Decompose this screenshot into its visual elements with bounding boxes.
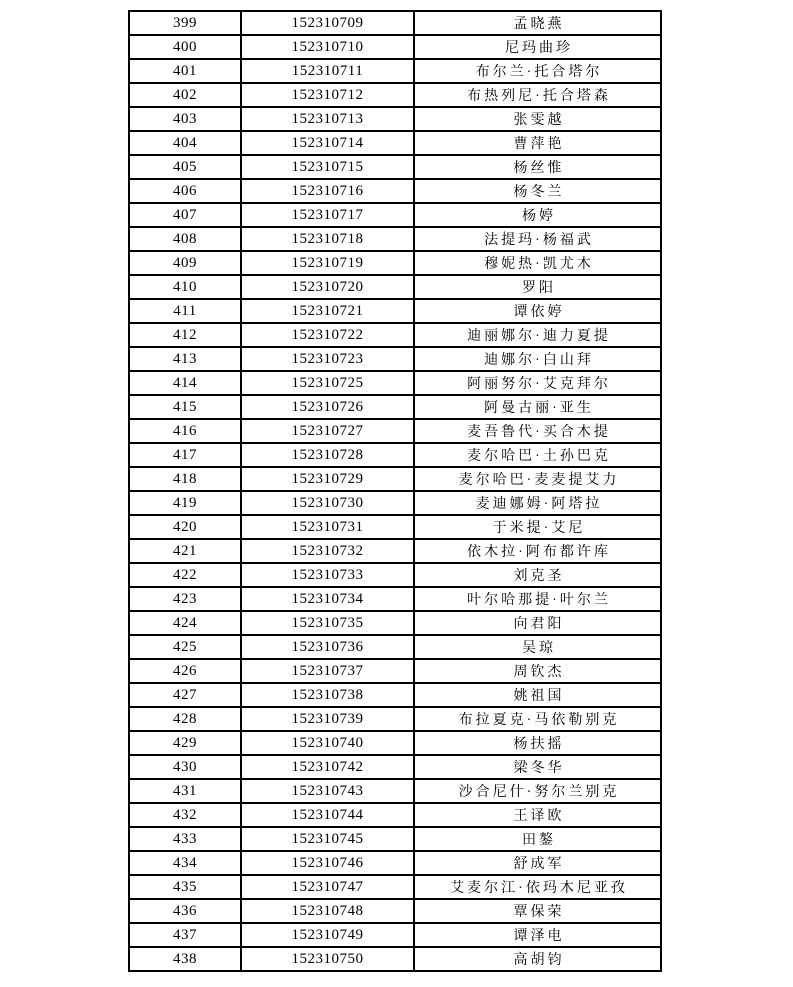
row-number-cell: 428: [129, 707, 241, 731]
student-id-cell: 152310745: [241, 827, 414, 851]
student-id-cell: 152310714: [241, 131, 414, 155]
table-row: [129, 83, 661, 107]
table-row: [129, 179, 661, 203]
student-name-cell: 姚祖国: [414, 683, 661, 707]
row-number-cell: 402: [129, 83, 241, 107]
table-row: [129, 539, 661, 563]
student-name-cell: 谭泽电: [414, 923, 661, 947]
student-name-cell: 杨扶摇: [414, 731, 661, 755]
student-name-cell: 叶尔哈那提·叶尔兰: [414, 587, 661, 611]
student-name-cell: 舒成军: [414, 851, 661, 875]
student-id-cell: 152310743: [241, 779, 414, 803]
table-row: [129, 131, 661, 155]
student-id-cell: 152310716: [241, 179, 414, 203]
table-row: [129, 611, 661, 635]
student-name-cell: 杨冬兰: [414, 179, 661, 203]
row-number-cell: 427: [129, 683, 241, 707]
student-id-cell: 152310736: [241, 635, 414, 659]
student-name-cell: 杨丝惟: [414, 155, 661, 179]
row-number-cell: 400: [129, 35, 241, 59]
row-number-cell: 425: [129, 635, 241, 659]
table-row: [129, 443, 661, 467]
student-name-cell: 张雯越: [414, 107, 661, 131]
row-number-cell: 419: [129, 491, 241, 515]
table-row: [129, 419, 661, 443]
student-list-table: [128, 10, 662, 972]
student-id-cell: 152310734: [241, 587, 414, 611]
row-number-cell: 399: [129, 11, 241, 35]
row-number-cell: 408: [129, 227, 241, 251]
row-number-cell: 426: [129, 659, 241, 683]
student-name-cell: 曹萍艳: [414, 131, 661, 155]
student-id-cell: 152310712: [241, 83, 414, 107]
table-row: [129, 563, 661, 587]
student-id-cell: 152310731: [241, 515, 414, 539]
student-name-cell: 高胡钧: [414, 947, 661, 971]
row-number-cell: 412: [129, 323, 241, 347]
student-id-cell: 152310747: [241, 875, 414, 899]
table-row: [129, 251, 661, 275]
row-number-cell: 420: [129, 515, 241, 539]
student-id-cell: 152310725: [241, 371, 414, 395]
student-id-cell: 152310713: [241, 107, 414, 131]
student-name-cell: 迪娜尔·白山拜: [414, 347, 661, 371]
table-row: [129, 395, 661, 419]
row-number-cell: 421: [129, 539, 241, 563]
student-id-cell: 152310717: [241, 203, 414, 227]
row-number-cell: 410: [129, 275, 241, 299]
row-number-cell: 435: [129, 875, 241, 899]
row-number-cell: 411: [129, 299, 241, 323]
table-row: [129, 275, 661, 299]
row-number-cell: 429: [129, 731, 241, 755]
row-number-cell: 407: [129, 203, 241, 227]
student-name-cell: 麦迪娜姆·阿塔拉: [414, 491, 661, 515]
student-id-cell: 152310750: [241, 947, 414, 971]
table-row: [129, 755, 661, 779]
student-id-cell: 152310727: [241, 419, 414, 443]
student-id-cell: 152310719: [241, 251, 414, 275]
student-name-cell: 阿曼古丽·亚生: [414, 395, 661, 419]
student-id-cell: 152310728: [241, 443, 414, 467]
student-name-cell: 罗阳: [414, 275, 661, 299]
table-row: [129, 515, 661, 539]
row-number-cell: 415: [129, 395, 241, 419]
student-id-cell: 152310732: [241, 539, 414, 563]
row-number-cell: 406: [129, 179, 241, 203]
table-row: [129, 851, 661, 875]
student-id-cell: 152310733: [241, 563, 414, 587]
student-id-cell: 152310735: [241, 611, 414, 635]
student-id-cell: 152310715: [241, 155, 414, 179]
row-number-cell: 423: [129, 587, 241, 611]
table-row: [129, 467, 661, 491]
student-id-cell: 152310730: [241, 491, 414, 515]
student-id-cell: 152310721: [241, 299, 414, 323]
student-id-cell: 152310739: [241, 707, 414, 731]
table-row: [129, 371, 661, 395]
student-name-cell: 谭依婷: [414, 299, 661, 323]
row-number-cell: 432: [129, 803, 241, 827]
student-id-cell: 152310718: [241, 227, 414, 251]
table-row: [129, 779, 661, 803]
row-number-cell: 437: [129, 923, 241, 947]
student-name-cell: 依木拉·阿布都许库: [414, 539, 661, 563]
row-number-cell: 413: [129, 347, 241, 371]
student-name-cell: 于米提·艾尼: [414, 515, 661, 539]
table-row: [129, 899, 661, 923]
student-name-cell: 布热列尼·托合塔森: [414, 83, 661, 107]
student-id-cell: 152310709: [241, 11, 414, 35]
row-number-cell: 416: [129, 419, 241, 443]
student-name-cell: 王译欧: [414, 803, 661, 827]
row-number-cell: 422: [129, 563, 241, 587]
table-row: [129, 683, 661, 707]
row-number-cell: 430: [129, 755, 241, 779]
table-row: [129, 155, 661, 179]
student-name-cell: 布尔兰·托合塔尔: [414, 59, 661, 83]
student-name-cell: 法提玛·杨福武: [414, 227, 661, 251]
table-row: [129, 923, 661, 947]
table-row: [129, 107, 661, 131]
table-row: [129, 299, 661, 323]
row-number-cell: 417: [129, 443, 241, 467]
student-id-cell: 152310740: [241, 731, 414, 755]
student-name-cell: 尼玛曲珍: [414, 35, 661, 59]
student-id-cell: 152310742: [241, 755, 414, 779]
table-row: [129, 203, 661, 227]
row-number-cell: 414: [129, 371, 241, 395]
row-number-cell: 433: [129, 827, 241, 851]
student-id-cell: 152310748: [241, 899, 414, 923]
student-id-cell: 152310726: [241, 395, 414, 419]
student-list-body: [129, 11, 661, 971]
table-row: [129, 323, 661, 347]
table-row: [129, 491, 661, 515]
row-number-cell: 405: [129, 155, 241, 179]
student-id-cell: 152310720: [241, 275, 414, 299]
table-row: [129, 875, 661, 899]
student-name-cell: 周钦杰: [414, 659, 661, 683]
table-row: [129, 59, 661, 83]
table-row: [129, 11, 661, 35]
table-row: [129, 803, 661, 827]
student-name-cell: 阿丽努尔·艾克拜尔: [414, 371, 661, 395]
student-name-cell: 布拉夏克·马依勒别克: [414, 707, 661, 731]
table-row: [129, 35, 661, 59]
row-number-cell: 409: [129, 251, 241, 275]
student-name-cell: 麦吾鲁代·买合木提: [414, 419, 661, 443]
student-name-cell: 向君阳: [414, 611, 661, 635]
row-number-cell: 403: [129, 107, 241, 131]
student-name-cell: 穆妮热·凯尤木: [414, 251, 661, 275]
student-name-cell: 刘克圣: [414, 563, 661, 587]
student-id-cell: 152310749: [241, 923, 414, 947]
table-row: [129, 731, 661, 755]
student-name-cell: 田鏊: [414, 827, 661, 851]
student-name-cell: 艾麦尔江·依玛木尼亚孜: [414, 875, 661, 899]
student-id-cell: 152310723: [241, 347, 414, 371]
row-number-cell: 438: [129, 947, 241, 971]
student-id-cell: 152310737: [241, 659, 414, 683]
row-number-cell: 431: [129, 779, 241, 803]
student-name-cell: 覃保荣: [414, 899, 661, 923]
table-row: [129, 947, 661, 971]
table-row: [129, 587, 661, 611]
student-name-cell: 梁冬华: [414, 755, 661, 779]
student-id-cell: 152310729: [241, 467, 414, 491]
row-number-cell: 436: [129, 899, 241, 923]
student-name-cell: 麦尔哈巴·土孙巴克: [414, 443, 661, 467]
student-name-cell: 迪丽娜尔·迪力夏提: [414, 323, 661, 347]
row-number-cell: 424: [129, 611, 241, 635]
table-row: [129, 659, 661, 683]
row-number-cell: 401: [129, 59, 241, 83]
table-row: [129, 635, 661, 659]
student-id-cell: 152310744: [241, 803, 414, 827]
student-name-cell: 孟晓燕: [414, 11, 661, 35]
student-id-cell: 152310710: [241, 35, 414, 59]
student-id-cell: 152310722: [241, 323, 414, 347]
student-id-cell: 152310738: [241, 683, 414, 707]
table-row: [129, 227, 661, 251]
student-name-cell: 麦尔哈巴·麦麦提艾力: [414, 467, 661, 491]
student-name-cell: 杨婷: [414, 203, 661, 227]
student-name-cell: 沙合尼什·努尔兰别克: [414, 779, 661, 803]
student-id-cell: 152310711: [241, 59, 414, 83]
row-number-cell: 404: [129, 131, 241, 155]
table-row: [129, 827, 661, 851]
student-id-cell: 152310746: [241, 851, 414, 875]
table-row: [129, 347, 661, 371]
row-number-cell: 434: [129, 851, 241, 875]
table-row: [129, 707, 661, 731]
row-number-cell: 418: [129, 467, 241, 491]
student-name-cell: 吴琼: [414, 635, 661, 659]
